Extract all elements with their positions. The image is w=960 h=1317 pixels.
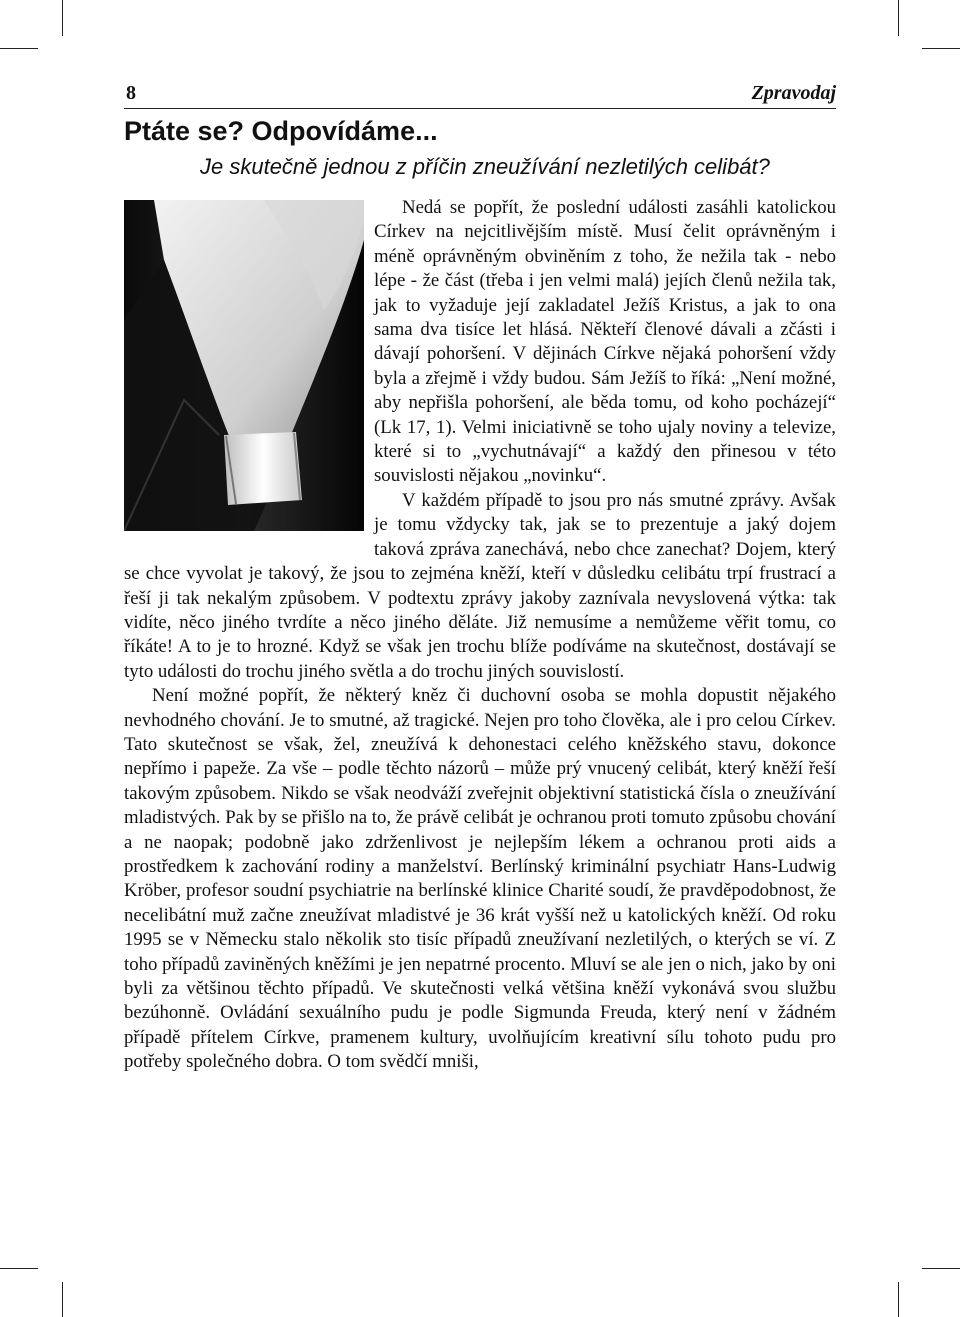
crop-mark	[922, 48, 960, 49]
crop-mark	[0, 48, 38, 49]
crop-mark	[898, 0, 899, 36]
photo-wrap-spacer	[124, 196, 374, 540]
crop-mark	[922, 1268, 960, 1269]
crop-mark	[0, 1268, 38, 1269]
crop-mark	[898, 1282, 899, 1317]
header-rule	[124, 108, 836, 109]
crop-mark	[62, 0, 63, 36]
paragraph: Není možné popřít, že některý kněz či duchovní osoba se mohla dopustit nějakého nevhodného chování. Je to smutné, až tragické. Nejen pro toho člověka, ale i pro celou Církev. Tato skutečnost se však, žel, zneužívá k dehonestaci celého kněžského stavu, dokonce nepřímo i papeže. Za vše – podle těchto názorů – může prý vnucený celibát, který kněží řeší takovým způsobem. Nikdo se však neodváží zveřejnit objektivní statistická čísla o zneužívání mladistvých. Pak by se přišlo na to, že právě celibát je ochranou proti tomuto způsobu chování a ne naopak; podobně jako zdrženlivost je nejlepším lékem a ochranou proti aids a prostředkem k zachování rodiny a manželství. Berlínský kriminální psychiatr Hans-Ludwig Kröber, profesor soudní psychiatrie na berlínské klinice Charité soudí, že pravděpodobnost, že necelibátní muž začne zneužívat mladistvé je 36 krát vyšší než u katolických kněží. Od roku 1995 se v Německu stalo několik sto tisíc případů zneužívaní nezletilých, o kterých se ví. Z toho případů zaviněných kněžími je jen nepatrné procento. Mluví se ale jen o nich, jako by oni byli za většinou těchto případů. Ve skutečnosti velká většina kněží vykonává svou službu bezúhonně. Ovládání sexuálního pudu je podle Sigmunda Freuda, který není v žádném případě přítelem Církve, pramenem kultury, uvolňujícím kreativní sílu tohoto pudu pro potřeby společného dobra. O tom svědčí mniši,	[124, 685, 836, 1073]
publication-name: Zpravodaj	[751, 82, 836, 104]
article-body	[124, 196, 836, 1075]
crop-mark	[62, 1282, 63, 1317]
article-question: Je skutečně jednou z příčin zneužívání nezletilých celibát?	[200, 154, 770, 179]
page-number: 8	[126, 82, 136, 104]
paragraph: Nedá se popřít, že poslední události zasáhli katolickou Církev na nejcitlivějším místě. Musí čelit oprávněným i méně oprávněným obviněním z toho, že nežila tak - nebo lépe - že část (třeba i jen velmi malá) jejích členů nežila tak, jak to vyžaduje její zakladatel Ježíš Kristus, a jak to ona sama dva tisíce let hlásá. Někteří členové dávali a zčásti i dávají pohoršení. V dějinách Církve nějaká pohoršení vždy byla a zřejmě i vždy budou. Sám Ježíš to říká: „Není možné, aby nepřišla pohoršení, ale běda tomu, od koho pocházejí“ (Lk 17, 1). Velmi iniciativně se toho ujaly noviny a televize, které si to „vychutnávají“ a každý den přinesou v této souvislosti nějakou „novinku“.	[374, 197, 836, 487]
section-title: Ptáte se? Odpovídáme...	[124, 116, 438, 146]
paragraph: V každém případě to jsou pro nás smutné zprávy. Avšak je tomu vždycky tak, jak se to prezentuje a jaký dojem taková zpráva zanechává, nebo chce zanechat? Dojem, který se chce vyvolat je takový, že jsou to zejména kněží, kteří v důsledku celibátu trpí frustrací a řeší ji tak nekalým způsobem. V podtextu zprávy jakoby zaznívala nevyslovená výtka: tak vidíte, něco jiného tvrdíte a něco jiného děláte. Již nemusíme a nemůžeme věřit tomu, co říkáte! A to je to hrozné. Když se však jen trochu blíže podíváme na skutečnost, dostávají se tyto události do trochu jiného světla a do trochu jiných souvislostí.	[124, 489, 836, 682]
